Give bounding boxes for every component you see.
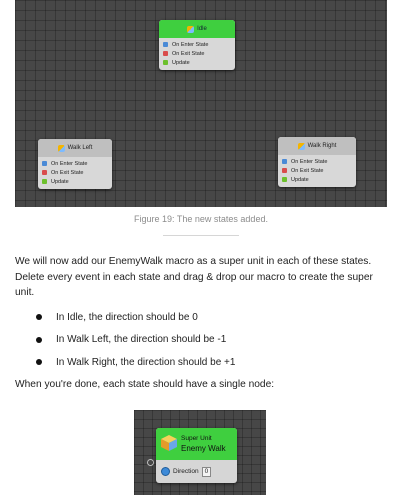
row-label: Update	[291, 176, 309, 183]
enter-event-icon	[42, 161, 47, 166]
enter-event-icon	[282, 159, 287, 164]
exit-event-icon	[282, 168, 287, 173]
list-item	[36, 306, 376, 329]
enter-event-icon	[163, 42, 168, 47]
on-exit-state-row	[38, 168, 112, 177]
bullet-icon	[36, 359, 42, 365]
update-event-icon	[163, 60, 168, 65]
on-exit-state-row	[278, 166, 356, 175]
list-item-text: In Idle, the direction should be 0	[56, 311, 198, 323]
walk-right-state-node[interactable]	[278, 137, 356, 187]
update-event-icon	[282, 177, 287, 182]
node-title: Enemy Walk	[181, 444, 226, 453]
on-enter-state-row	[159, 40, 235, 49]
on-enter-state-row	[278, 157, 356, 166]
node-header[interactable]	[159, 20, 235, 38]
list-item	[36, 329, 376, 352]
figure-caption: Figure 19: The new states added.	[134, 214, 268, 224]
row-label: On Exit State	[291, 167, 324, 174]
list-item	[36, 351, 376, 374]
float-port-icon[interactable]	[161, 467, 170, 476]
row-label: Update	[172, 59, 190, 66]
paragraph: We will now add our EnemyWalk macro as a super unit in each of these states. Delete every event in each state and drag & drop our macro to create the super unit.	[15, 256, 373, 299]
row-label: Update	[51, 178, 69, 185]
bullet-list	[36, 306, 376, 374]
on-exit-state-row	[159, 49, 235, 58]
row-label: On Enter State	[172, 41, 209, 48]
update-event-icon	[42, 179, 47, 184]
node-title: Walk Right	[307, 143, 337, 149]
direction-value-field[interactable]: 0	[202, 467, 212, 477]
row-label: On Exit State	[51, 169, 84, 176]
update-row	[278, 175, 356, 184]
state-icon	[58, 145, 65, 152]
bullet-icon	[36, 337, 42, 343]
input-port-icon[interactable]	[147, 459, 154, 466]
caption-divider	[163, 235, 239, 236]
state-graph-canvas[interactable]	[15, 0, 387, 207]
list-item-text: In Walk Right, the direction should be +1	[56, 356, 236, 368]
walk-left-state-node[interactable]	[38, 139, 112, 189]
exit-event-icon	[42, 170, 47, 175]
idle-state-node[interactable]	[159, 20, 235, 70]
state-icon	[187, 26, 194, 33]
node-title: Idle	[197, 26, 207, 32]
super-unit-cube-icon	[160, 434, 178, 452]
row-label: On Enter State	[51, 160, 88, 167]
node-header[interactable]	[156, 428, 237, 460]
row-label: On Exit State	[172, 50, 205, 57]
super-unit-node[interactable]	[156, 428, 237, 483]
node-header[interactable]	[278, 137, 356, 155]
super-unit-graph-canvas[interactable]	[134, 410, 266, 495]
on-enter-state-row	[38, 159, 112, 168]
node-header[interactable]	[38, 139, 112, 157]
update-row	[159, 58, 235, 67]
exit-event-icon	[163, 51, 168, 56]
row-label: On Enter State	[291, 158, 328, 165]
port-label: Direction	[173, 468, 199, 475]
bullet-icon	[36, 314, 42, 320]
list-item-text: In Walk Left, the direction should be -1	[56, 334, 227, 346]
node-title: Walk Left	[67, 145, 93, 151]
node-subtitle: Super Unit	[181, 435, 212, 442]
update-row	[38, 177, 112, 186]
state-icon	[298, 143, 305, 150]
paragraph: When you're done, each state should have a single node:	[15, 379, 275, 390]
direction-port-row	[156, 460, 237, 483]
